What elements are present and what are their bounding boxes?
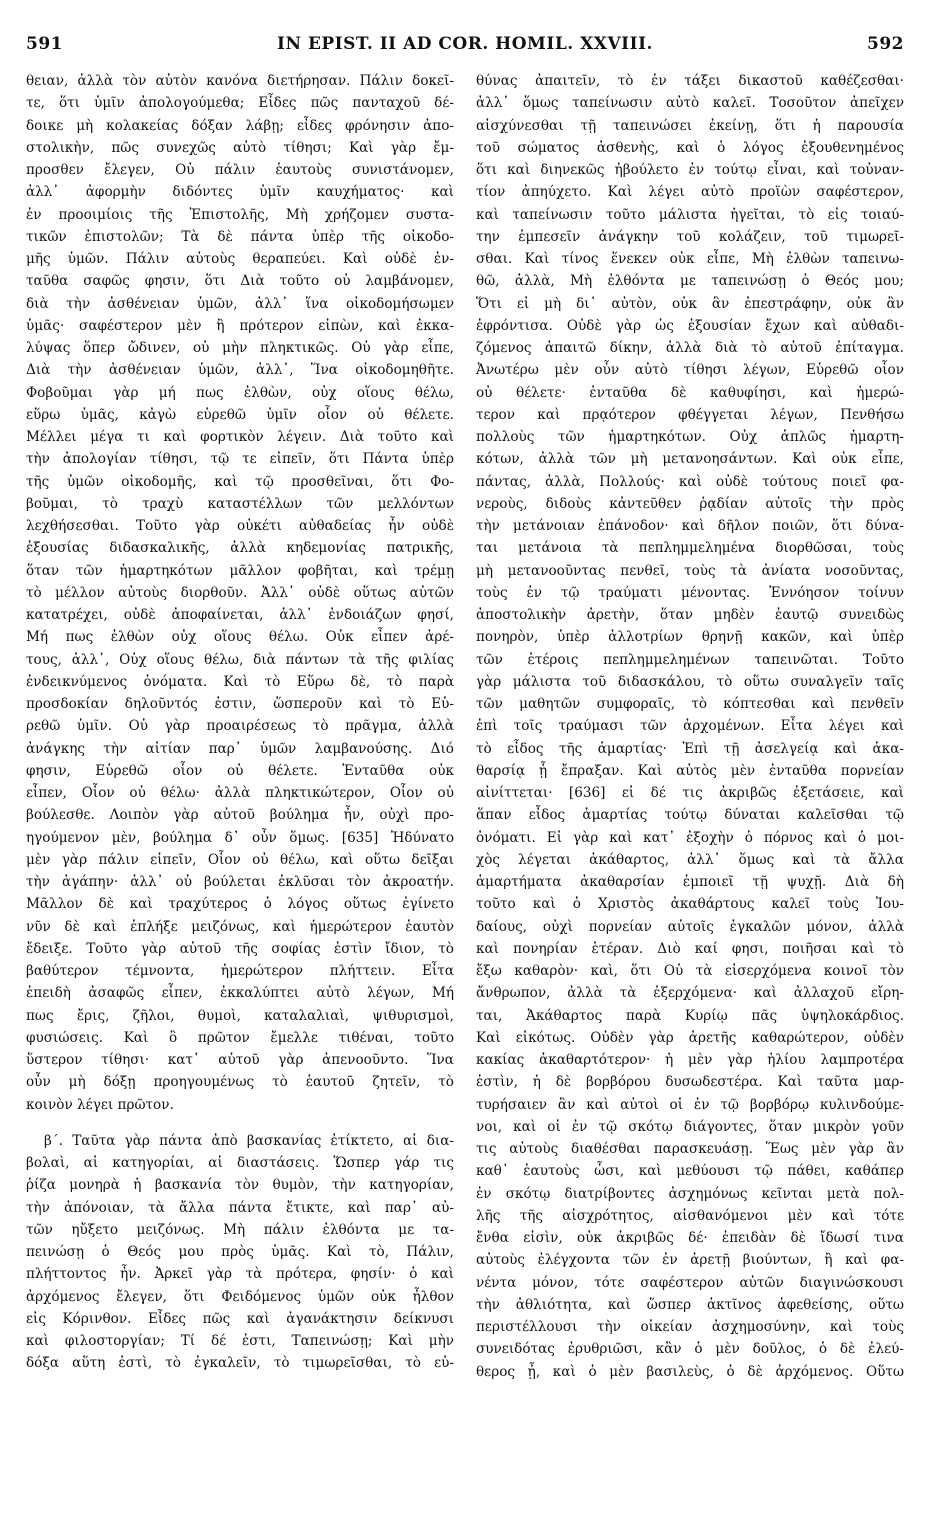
text-line: τοὺς ἐν τῷ τραύματι μένοντας. Ἐννόησον τοίνυν — [476, 584, 904, 601]
text-line: πονηρὸν, ὑπὲρ ἀλλοτρίων θρηνῇ κακῶν, καὶ ὑπὲρ — [476, 629, 904, 646]
running-title: IN EPIST. II AD COR. HOMIL. XXVIII. — [277, 34, 653, 54]
text-line: νοι, καὶ οἱ ἐν τῷ σκότῳ διάγοντες, ὅταν μικρὸν γοῦν — [476, 1118, 904, 1135]
text-line: τῶν μαθητῶν συμφοραῖς, τὸ κόπτεσθαι καὶ πενθεῖν — [476, 696, 904, 712]
text-line: τους, ἀλλ᾽, Οὐχ οἵους θέλω, διὰ πάντων τὰ τῆς φιλίας — [26, 651, 454, 668]
text-line: Μή πως ἐλθὼν οὐχ οἵους θέλω. Οὐκ εἶπεν ἀρέ- — [26, 629, 454, 646]
text-line: χὸς λέγεται ἀκάθαρτος, ἀλλ᾽ ὅμως καὶ τὰ ἄλλα — [476, 851, 904, 868]
text-line: ῥίζα μονηρὰ ἡ βασκανία τὸν θυμὸν, τὴν κατηγορίαν, — [26, 1177, 454, 1194]
text-line: β΄. Ταῦτα γὰρ πάντα ἀπὸ βασκανίας ἐτίκτετο, αἱ δια- — [44, 1132, 454, 1149]
text-line: γὰρ μάλιστα τοῦ διδασκάλου, τὸ οὕτω συναλγεῖν ταῖς — [476, 673, 904, 690]
text-line: δοικε μὴ κολακείας δόξαν λάβῃ; εἶδες φρόνησιν ἀπο- — [26, 117, 454, 134]
text-line: προσδοκίαν δηλοῦντός ἐστιν, ὥσπεροῦν καὶ τὸ Εὑ- — [26, 696, 454, 712]
text-line: βαθύτερον τέμνοντα, ἡμερώτερον πλήττειν. Εἶτα — [26, 963, 454, 979]
text-line: νέντα μόνον, τότε σαφέστερον αὐτῶν διαγινώσκουσι — [476, 1274, 904, 1291]
text-line: ἐστὶν, ἡ δὲ βορβόρου δυσωδεστέρα. Καὶ ταῦτα μαρ- — [476, 1074, 904, 1091]
text-line: τὴν μετάνοιαν ἐπάνοδον· καὶ δῆλον ποιῶν, ὅτι δύνα- — [476, 518, 904, 534]
text-line: ὅτι καὶ διηνεκῶς ἠβούλετο ἐν τούτῳ εἶναι, καὶ τοὐναν- — [476, 162, 904, 178]
text-line: ἐπειδὴ ἀσαφῶς εἶπεν, ἐκκαλύπτει αὐτὸ λέγων, Μή — [26, 985, 454, 1002]
text-line: ἀνάγκης τὴν αἰτίαν παρ᾽ ὑμῶν λαμβανούσης. Διό — [26, 740, 454, 757]
text-line: ἔδειξε. Τοῦτο γὰρ αὐτοῦ τῆς σοφίας ἐστὶν ἴδιον, τὸ — [26, 940, 454, 957]
text-line: βούλεσθε. Λοιπὸν γὰρ αὐτοῦ βούλημα ἦν, οὐχὶ προ- — [26, 807, 454, 824]
text-line: περιστέλλουσι τὴν οἰκείαν ἀσχημοσύνην, καὶ τοὺς — [476, 1319, 904, 1335]
text-line: ὀνόματι. Εἰ γὰρ καὶ κατ᾽ ἐξοχὴν ὁ πόρνος καὶ ὁ μοι- — [476, 829, 904, 846]
text-line: φυσιώσεις. Καὶ ὃ πρῶτον ἔμελλε τιθέναι, τοῦτο — [26, 1029, 454, 1046]
text-line: τὴν ἀπόνοιαν, τὰ ἄλλα πάντα ἔτικτε, καὶ παρ᾽ αὐ- — [26, 1199, 454, 1216]
text-line: τε, ὅτι ὑμῖν ἀπολογούμεθα; Εἶδες πῶς πανταχοῦ δέ- — [26, 95, 454, 112]
text-line: θαρσίᾳ ᾗ ἔπραξαν. Καὶ αὐτὸς μὲν ἐνταῦθα πορνείαν — [476, 762, 904, 779]
text-line: λῆς τῆς αἰσχρότητος, αἰσθανόμενοι μὲν καὶ τότε — [476, 1207, 904, 1224]
text-line: μὲν γὰρ πάλιν εἰπεῖν, Οἷον οὐ θέλω, καὶ οὕτω δεῖξαι — [26, 851, 454, 868]
text-line: νεροὺς, διδοὺς κἀντεῦθεν ῥᾳδίαν αὐτοῖς τὴν πρὸς — [476, 495, 904, 512]
text-line: αἰνίττεται· [636] εἰ δέ τις ἀκριβῶς ἐξετάσειε, καὶ — [476, 785, 904, 801]
text-line: ηγούμενον μὲν, βούλημα δ᾽ οὖν ὅμως. [635] Ἠδύνατο — [26, 829, 454, 846]
text-line: λεχθήσεσθαι. Τοῦτο γὰρ οὐκέτι αὐθαδείας ἦν οὐδὲ — [26, 518, 454, 534]
text-line: κατατρέχει, οὐδὲ ἀποφαίνεται, ἀλλ᾽ ἐνδοιάζων φησί, — [26, 607, 454, 623]
text-line: ἀποστολικὴν ἀρετὴν, ὅταν μηδὲν ἑαυτῷ συνειδὼς — [476, 607, 904, 623]
text-line: ὕστερον τίθησι· κατ᾽ αὐτοῦ γὰρ ἀπενοοῦντο. Ἵνα — [26, 1052, 454, 1068]
text-line: ἐν σκότῳ διατρίβοντες ἀσχημόνως κεῖνται μετὰ πολ- — [476, 1185, 904, 1202]
text-line: πάντας, ἀλλὰ, Πολλούς· καὶ οὐδὲ τούτους ποιεῖ φα- — [476, 473, 904, 490]
text-line: ἐν προοιμίοις τῆς Ἐπιστολῆς, Μὴ χρήζομεν συστα- — [26, 206, 454, 223]
text-line: νῦν δὲ καὶ ἐπλήξε μειζόνως, καὶ ἡμερώτερον ἑαυτὸν — [26, 918, 454, 935]
text-line: βοῦμαι, τὸ τραχὺ καταστέλλων τῶν μελλόντων — [26, 495, 454, 512]
text-line: διὰ τὴν ἀσθένειαν ὑμῶν, ἀλλ᾽ ἵνα οἰκοδομήσωμεν — [26, 295, 454, 312]
text-line: βολαὶ, αἱ κατηγορίαι, αἱ διαστάσεις. Ὥσπερ γάρ τις — [26, 1155, 454, 1171]
text-line: την ἐμπεσεῖν ἀνάγκην τοῦ κολάζειν, τοῦ τιμωρεῖ- — [476, 228, 904, 245]
text-line: Μᾶλλον δὲ καὶ τραχύτερος ὁ λόγος οὕτως ἐγίνετο — [26, 896, 454, 913]
text-line: τὴν ἀθλιότητα, καὶ ὥσπερ ἀκτῖνος ἀφεθείσης, οὕτω — [476, 1296, 904, 1313]
text-line: πεινώσῃ ὁ Θεός μου πρὸς ὑμᾶς. Καὶ τὸ, Πάλιν, — [26, 1244, 454, 1260]
paragraph-gap — [26, 1116, 454, 1130]
text-line: ἐξουσίας διδασκαλικῆς, ἀλλὰ κηδεμονίας πατρικῆς, — [26, 540, 454, 557]
text-line: ρεθῶ ὑμῖν. Οὐ γὰρ προαιρέσεως τὸ πρᾶγμα, ἀλλὰ — [26, 718, 454, 735]
text-line: ἔνθα εἰσὶν, οὐκ ἀκριβῶς δέ· ἐπειδὰν δὲ ἴδωσί τινα — [476, 1230, 904, 1246]
text-line: τικῶν ἐπιστολῶν; Τὰ δὲ πάντα ὑπὲρ τῆς οἰκοδο- — [26, 228, 454, 245]
text-line: προσθεν ἔλεγεν, Οὐ πάλιν ἑαυτοὺς συνιστάνομεν, — [26, 162, 454, 178]
text-line: συνειδότας ἐρυθριῶσι, κἂν ὁ μὲν δοῦλος, ὁ δὲ ἐλεύ- — [476, 1341, 904, 1358]
text-line: θῶ, ἀλλὰ, Μὴ ἐλθόντα με ταπεινώσῃ ὁ Θεός μου; — [476, 273, 904, 290]
text-line: τὴν ἀπολογίαν τίθησι, τῷ τε εἰπεῖν, ὅτι Πάντα ὑπὲρ — [26, 451, 454, 468]
text-line: Μέλλει μέγα τι καὶ φορτικὸν λέγειν. Διὰ τοῦτο καὶ — [26, 429, 454, 445]
right-column — [476, 70, 904, 1383]
text-line: εἶπεν, Οἷον οὐ θέλω· ἀλλὰ πληκτικώτερον, Οἷον οὐ — [26, 785, 454, 801]
page-number-right: 592 — [867, 34, 904, 54]
text-line: ἔξω καθαρὸν· καὶ, ὅτι Οὐ τὰ εἰσερχόμενα κοινοῖ τὸν — [476, 963, 904, 979]
text-line: λύψας ὅπερ ὤδινεν, οὐ μὴν πληκτικῶς. Οὐ γὰρ εἶπε, — [26, 340, 454, 356]
text-line: τὴν ἀγάπην· ἀλλ᾽ οὐ βούλεται ἐκλῦσαι τὸν ἀκροατήν. — [26, 874, 454, 890]
text-line: τερον καὶ πρᾳότερον φθέγγεται λέγων, Πενθήσω — [476, 406, 904, 423]
text-line: ἀλλ᾽ ἀφορμὴν διδόντες ὑμῖν καυχήματος· καὶ — [26, 184, 454, 201]
text-line: ται μετάνοια τὰ πεπλημμελημένα διορθῶσαι, τοὺς — [476, 540, 904, 557]
text-line: κοινὸν λέγει πρῶτον. — [26, 1096, 174, 1113]
text-line: καὶ φιλοστοργίαν; Τί δέ ἐστι, Ταπεινώσῃ; Καὶ μὴν — [26, 1333, 454, 1349]
text-line: ζόμενος ἀπαιτῶ δίκην, ἀλλὰ διὰ τὸ αὐτοῦ ἐπίταγμα. — [476, 340, 904, 356]
text-line: τῆς ὑμῶν οἰκοδομῆς, καὶ τῷ προσθεῖναι, ὅτι Φο- — [26, 473, 454, 490]
text-line: δαίους, οὐχὶ πορνείαν αὐτοῖς ἐγκαλῶν μόνον, ἀλλὰ — [476, 918, 904, 935]
text-line: ἐφρόντισα. Οὐδὲ γὰρ ὡς ἐξουσίαν ἔχων καὶ αὐθαδι- — [476, 317, 904, 334]
text-line: τὸ μέλλον αὐτοὺς διορθοῦν. Ἀλλ᾽ οὐδὲ οὕτως αὐτῶν — [26, 584, 454, 601]
text-line: αὐτοὺς ἐλέγχοντα τῶν ἐν ἀρετῇ βιούντων, ἢ καὶ φα- — [476, 1252, 904, 1269]
text-line: καὶ ταπείνωσιν τοῦτο μάλιστα ἡγεῖται, τὸ εἰς τοιαύ- — [476, 206, 904, 223]
text-line: θειαν, ἀλλὰ τὸν αὐτὸν κανόνα διετήρησαν. Πάλιν δοκεῖ- — [26, 73, 454, 89]
text-line: τῶν ἑτέροις πεπλημμελημένων ταπεινῶται. Τοῦτο — [476, 651, 904, 668]
text-line: τῶν ηὔξετο μειζόνως. Μὴ πάλιν ἐλθόντα με τα- — [26, 1221, 454, 1238]
text-line: κότων, ἀλλὰ τῶν μὴ μετανοησάντων. Καὶ οὐκ εἶπε, — [476, 451, 904, 468]
text-line: θερος ᾖ, καὶ ὁ μὲν βασιλεὺς, ὁ δὲ ἀρχόμενος. Οὕτω — [476, 1363, 904, 1380]
text-line: Διὰ τὴν ἀσθένειαν ὑμῶν, ἀλλ᾽, Ἵνα οἰκοδομηθῆτε. — [26, 362, 454, 379]
page-number-left: 591 — [26, 34, 63, 54]
text-line: οὐ θέλετε· ἐνταῦθα δὲ καθυφίησι, καὶ ἡμερώ- — [476, 384, 904, 401]
text-line: ἅπαν εἶδος ἁμαρτίας τούτῳ δύναται καλεῖσθαι τῷ — [476, 807, 904, 824]
text-line: πως ἔρις, ζῆλοι, θυμοὶ, καταλαλιαὶ, ψιθυρισμοὶ, — [26, 1007, 454, 1024]
running-header — [26, 34, 904, 64]
text-line: Φοβοῦμαι γὰρ μή πως ἐλθὼν, οὐχ οἵους θέλω, — [26, 384, 454, 401]
text-line: ἀρχόμενος ἔλεγεν, ὅτι Φειδόμενος ὑμῶν οὐκ ἦλθον — [26, 1288, 454, 1305]
text-line: οὖν μὴ δόξῃ προηγουμένως τὸ ἑαυτοῦ ζητεῖν, τὸ — [26, 1074, 454, 1091]
text-line: ὅταν τῶν ἡμαρτηκότων μᾶλλον φοβῆται, καὶ τρέμῃ — [26, 562, 454, 579]
text-line: ταῦθα σαφῶς φησιν, ὅτι Διὰ τοῦτο οὐ λαμβάνομεν, — [26, 273, 454, 290]
text-line: τοῦ σώματος ἀσθενὴς, καὶ ὁ λόγος ἐξουθενημένος — [476, 139, 904, 156]
text-line: κακίας ἀκαθαρτότερον· ἡ μὲν γὰρ ἡλίου λαμπροτέρα — [476, 1052, 904, 1068]
text-line: καὶ πονηρίαν ἑτέραν. Διὸ καί φησι, ποιῆσαι καὶ τὸ — [476, 940, 904, 957]
text-line: πλήττοντος ἦν. Ἀρκεῖ γὰρ τὰ πρότερα, φησίν· ὁ καὶ — [26, 1266, 454, 1283]
text-line: ἄνθρωπον, ἀλλὰ τὰ ἐξερχόμενα· καὶ ἀλλαχοῦ εἴρη- — [476, 985, 904, 1002]
text-line: ται, Ἀκάθαρτος παρὰ Κυρίῳ πᾶς ὑψηλοκάρδιος. — [476, 1007, 904, 1024]
text-line: Καὶ εἰκότως. Οὐδὲν γὰρ ἀρετῆς καθαρώτερον, οὐδὲν — [476, 1029, 904, 1046]
text-line: αἰσχύνεσθαι τῇ ταπεινώσει ἐκείνῃ, ὅτι ἡ παρουσία — [476, 117, 904, 134]
text-line: ἐπὶ τοῖς τραύμασι τῶν ἀρχομένων. Εἶτα λέγει καὶ — [476, 718, 904, 735]
text-line: καθ᾽ ἑαυτοὺς ὦσι, καὶ μεθύουσι τῷ πάθει, καθάπερ — [476, 1163, 904, 1180]
text-columns — [26, 70, 904, 1383]
text-line: τοῦτο καὶ ὁ Χριστὸς ἀκαθάρτους καλεῖ τοὺς Ἰου- — [476, 896, 904, 913]
text-line: μῆς ὑμῶν. Πάλιν αὐτοὺς θεραπεύει. Καὶ οὐδὲ ἐν- — [26, 251, 454, 267]
text-line: εὕρω ὑμᾶς, κἀγὼ εὑρεθῶ ὑμῖν οἷον οὐ θέλετε. — [26, 406, 454, 423]
text-line: στολικὴν, πῶς συνεχῶς αὐτὸ τίθησι; Καὶ γὰρ ἔμ- — [26, 139, 454, 156]
text-line: εἰς Κόρινθον. Εἶδες πῶς καὶ ἀγανάκτησιν δείκνυσι — [26, 1310, 454, 1327]
text-line: θύνας ἀπαιτεῖν, τὸ ἐν τάξει δικαστοῦ καθέζεσθαι· — [476, 73, 904, 89]
text-line: ἁμαρτήματα ἀκαθαρσίαν ἐμποιεῖ τῇ ψυχῇ. Διὰ δὴ — [476, 874, 904, 890]
text-line: Ἀνωτέρω μὲν οὖν αὐτὸ τίθησι λέγων, Εὑρεθῶ οἷον — [476, 362, 904, 379]
text-line: πολλοὺς τῶν ἡμαρτηκότων. Οὐχ ἁπλῶς ἡμαρτη- — [476, 429, 904, 445]
text-line: δόξα αὕτη ἐστὶ, τὸ ἐγκαλεῖν, τὸ τιμωρεῖσθαι, τὸ εὐ- — [26, 1355, 454, 1372]
text-line: ἀλλ᾽ ὅμως ταπείνωσιν αὐτὸ καλεῖ. Τοσοῦτον ἀπεῖχεν — [476, 95, 904, 112]
text-line: ἐνδεικνύμενος ὀνόματα. Καὶ τὸ Εὕρω δὲ, τὸ παρὰ — [26, 673, 454, 690]
text-line: τις αὐτοὺς διαθέσθαι παρασκευάσῃ. Ἕως μὲν γὰρ ἂν — [476, 1141, 904, 1157]
text-line: ὑμᾶς· σαφέστερον μὲν ἢ πρότερον εἰπὼν, καὶ ἐκκα- — [26, 317, 454, 334]
text-line: φησιν, Εὑρεθῶ οἷον οὐ θέλετε. Ἐνταῦθα οὐκ — [26, 762, 454, 779]
text-line: τυρήσαιεν ἂν καὶ αὐτοὶ οἱ ἐν τῷ βορβόρῳ κυλινδούμε- — [476, 1096, 904, 1113]
text-line: τίον ἀπηύχετο. Καὶ λέγει αὐτὸ προϊὼν σαφέστερον, — [476, 184, 904, 201]
text-line: Ὅτι εἰ μὴ δι᾽ αὐτὸν, οὐκ ἂν ἐπεστράφην, οὐκ ἂν — [476, 295, 904, 312]
left-column — [26, 70, 454, 1383]
text-line: σθαι. Καὶ τίνος ἕνεκεν οὐκ εἶπε, Μὴ ἐλθὼν ταπεινω- — [476, 251, 904, 267]
text-line: μὴ μετανοοῦντας πενθεῖ, τοὺς τὰ ἀνίατα νοσοῦντας, — [476, 562, 904, 579]
text-line: τὸ εἶδος τῆς ἁμαρτίας· Ἐπὶ τῇ ἀσελγείᾳ καὶ ἀκα- — [476, 740, 904, 757]
